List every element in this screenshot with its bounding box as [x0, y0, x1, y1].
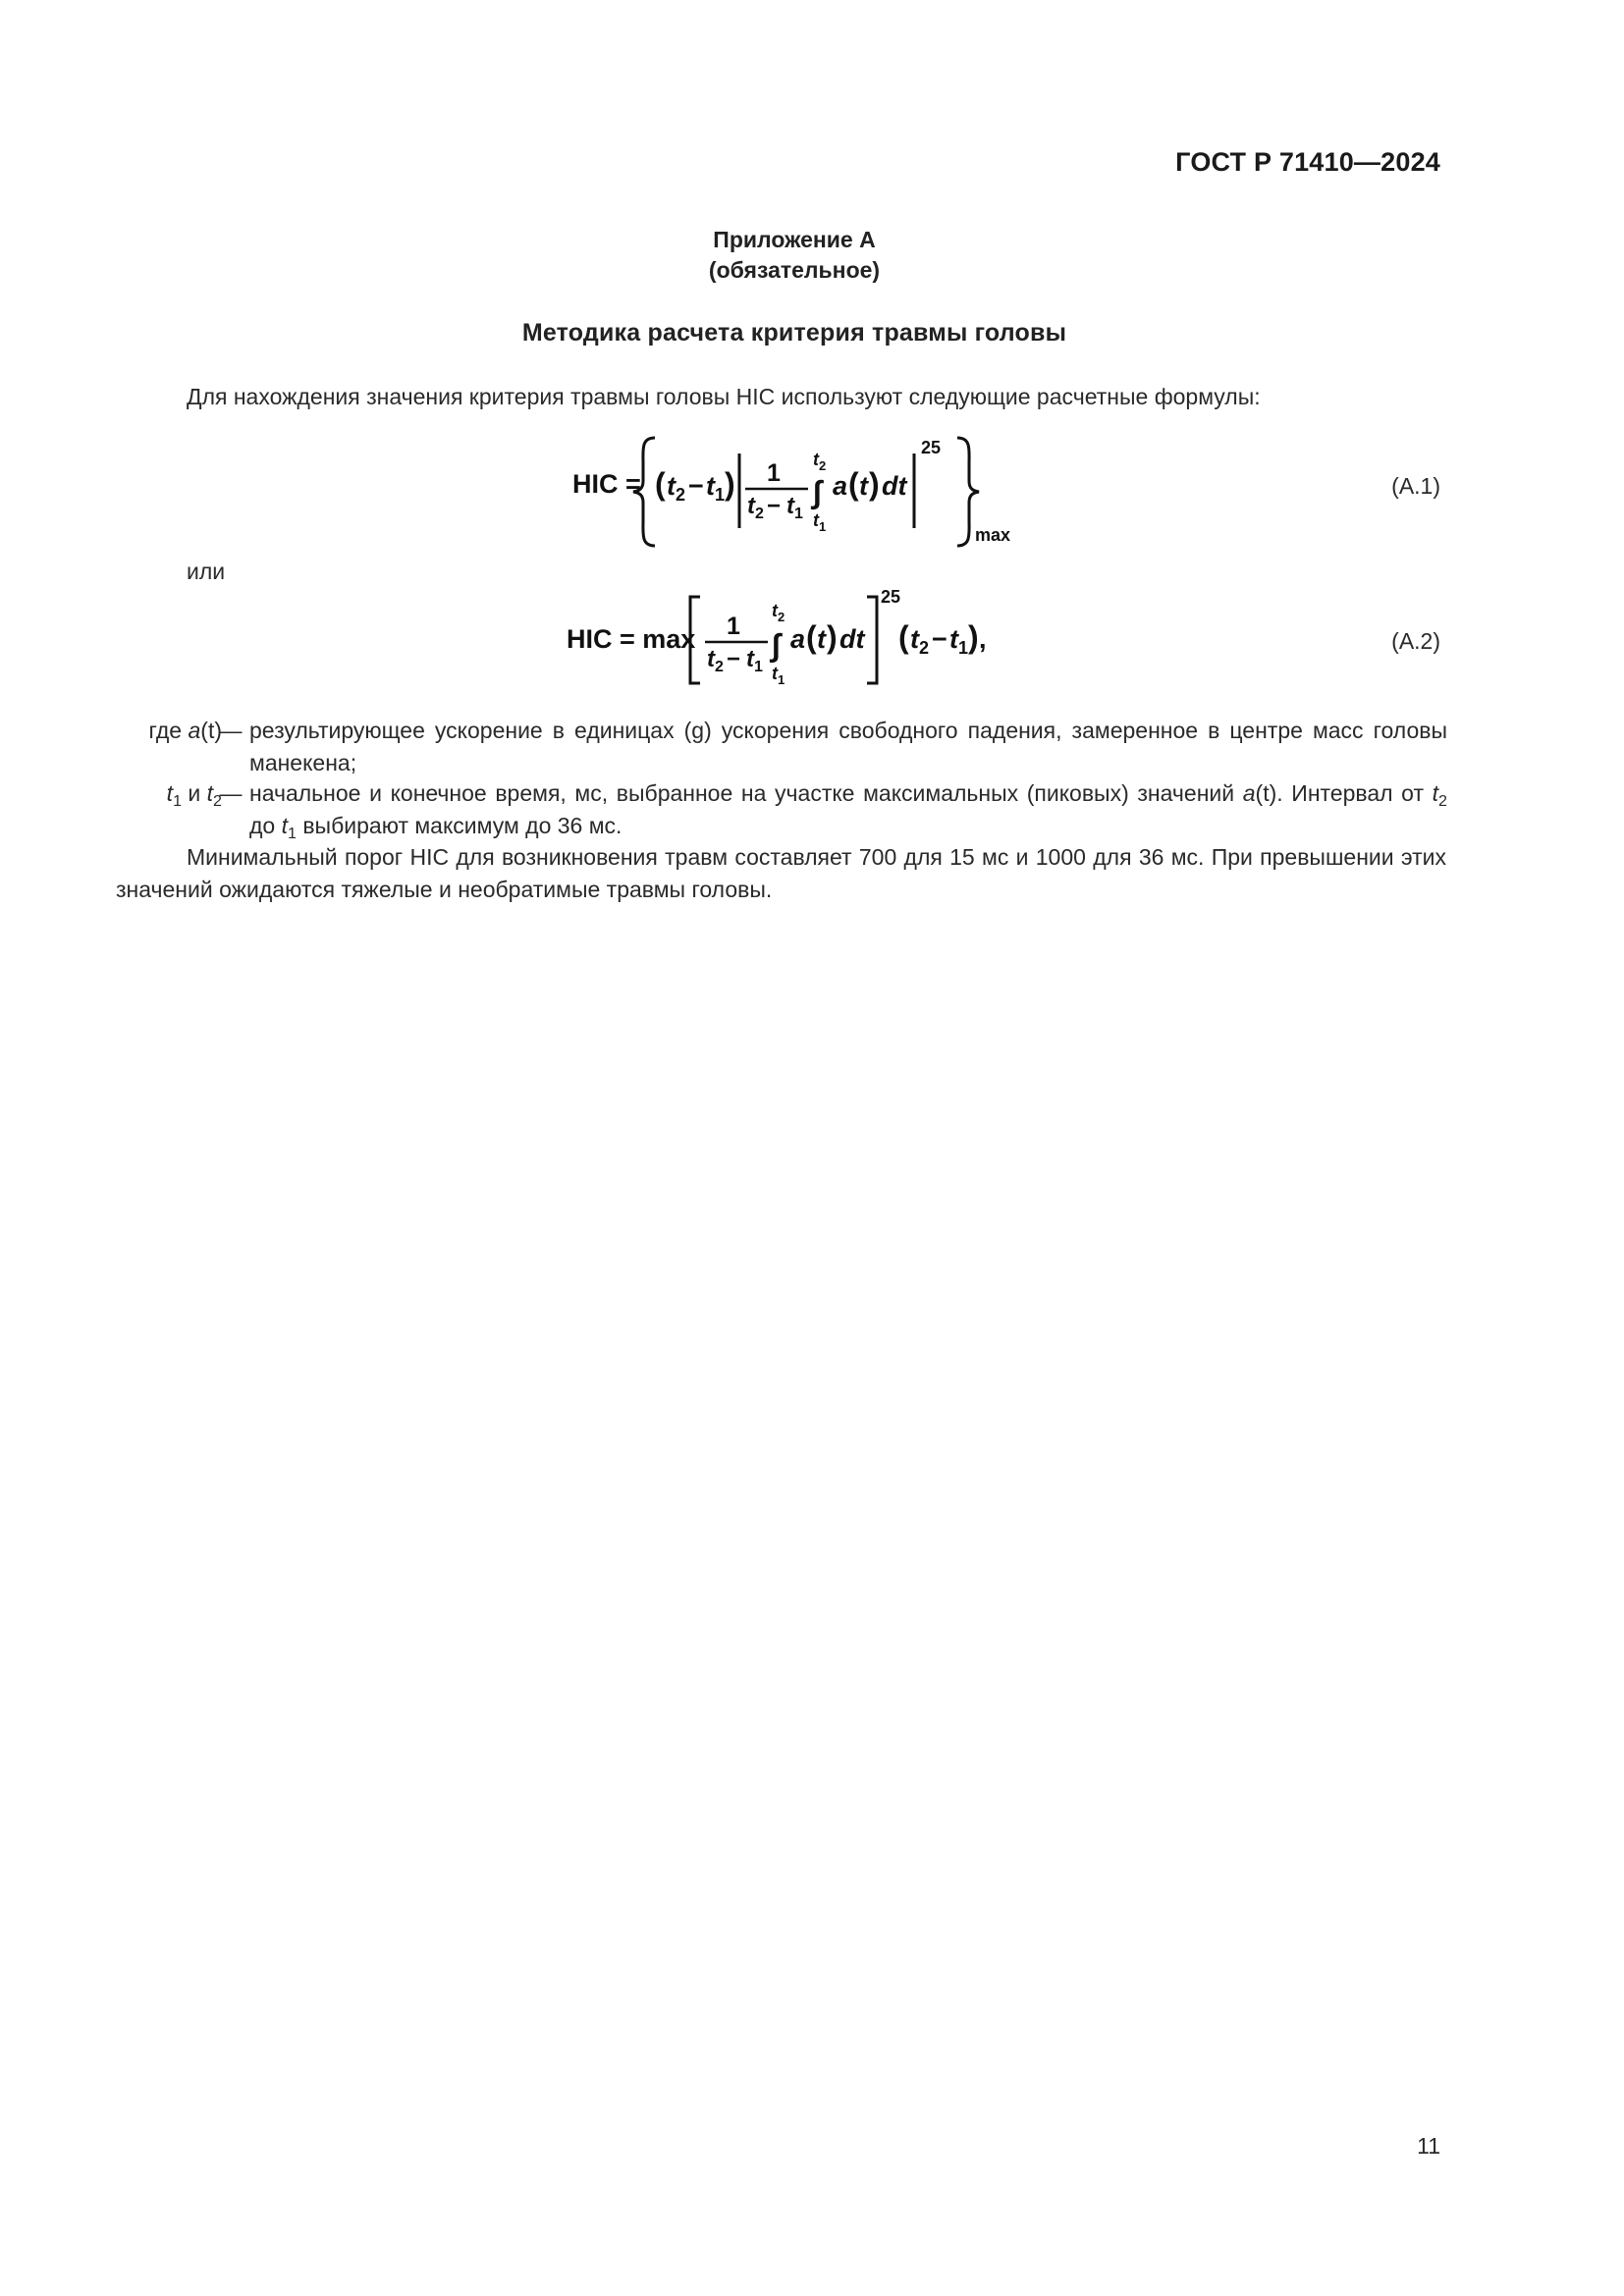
eq2-exponent: 25 — [881, 587, 901, 607]
eq2-den-t2: t — [707, 646, 715, 672]
eq2-numerator: 1 — [727, 613, 740, 640]
eq1-den-t2: t — [747, 493, 755, 519]
document-code: ГОСТ Р 71410—2024 — [1175, 147, 1440, 177]
eq1-minus: − — [688, 471, 704, 501]
eq2-upper-limit-sub: 2 — [778, 610, 785, 624]
eq2-t2: t — [910, 624, 919, 654]
definition-term-a: где a(t) — [148, 718, 222, 743]
eq1-at-open: ( — [848, 466, 859, 502]
eq1-integrand: a — [833, 471, 848, 501]
threshold-paragraph: Минимальный порог HIC для возникновения травм составляет 700 для 15 мс и 1000 для 36 мс. При превышении этих значений ожидаются тяжелые и необратимые травмы головы. — [116, 844, 1446, 902]
eq2-den-minus: − — [727, 646, 741, 672]
eq2-den-t2-sub: 2 — [715, 659, 724, 675]
eq2-lower-limit-sub: 1 — [778, 672, 785, 687]
eq1-den-t2-sub: 2 — [755, 506, 764, 522]
eq2-integral-sign: ∫ — [772, 627, 781, 663]
eq1-den-t1: t — [786, 493, 794, 519]
eq2-lower-limit: t — [772, 664, 778, 683]
eq1-integral-sign: ∫ — [813, 474, 822, 509]
eq1-t1-sub: 1 — [715, 485, 726, 505]
eq1-var: t — [859, 471, 868, 501]
equation-a1 — [565, 430, 1016, 553]
eq2-at-open: ( — [806, 619, 817, 655]
eq1-dt: dt — [882, 471, 907, 501]
eq2-t1-sub: 1 — [958, 638, 969, 658]
page-number: 11 — [1417, 2133, 1440, 2159]
eq2-minus: − — [932, 624, 947, 654]
eq2-right-bracket — [867, 597, 877, 683]
eq2-upper-limit: t — [772, 601, 778, 620]
intro-paragraph: Для нахождения значения критерия травмы головы HIC используют следующие расчетные формулы: — [187, 384, 1261, 409]
section-title: Методика расчета критерия травмы головы — [521, 319, 1067, 347]
eq1-t1: t — [706, 471, 715, 501]
equation-number-a2: (А.2) — [1391, 628, 1440, 654]
eq2-den-t1-sub: 1 — [754, 659, 763, 675]
definition-text-t1-t2: начальное и конечное время, мс, выбранное на участке максимальных (пиковых) значений a(t). Интервал от $t_2$ до $t_1$ выбирают максимум до 36 мс. — [249, 780, 1447, 842]
eq2-comma: , — [979, 624, 987, 654]
eq2-integrand: a — [790, 624, 806, 654]
eq1-lower-limit: t — [813, 510, 819, 530]
eq1-max-label: max — [975, 525, 1011, 545]
eq2-at-close: ) — [827, 619, 838, 655]
eq2-var: t — [817, 624, 826, 654]
eq2-paren-open: ( — [898, 619, 909, 655]
equation-number-a1: (А.1) — [1391, 473, 1440, 499]
or-text: или — [187, 559, 226, 584]
eq1-upper-limit-sub: 2 — [819, 458, 827, 473]
eq1-at-close: ) — [869, 466, 880, 502]
eq1-lhs: HIC = — [572, 469, 641, 499]
definition-term-t1-t2: $t_1$ и $t_2$ — [166, 780, 222, 810]
eq1-paren-open: ( — [655, 466, 666, 502]
eq2-lhs: HIC = max — [567, 624, 696, 654]
eq1-t2-sub: 2 — [676, 485, 686, 505]
definition-dash: — — [219, 718, 243, 743]
equation-a2 — [565, 587, 1016, 695]
eq2-t2-sub: 2 — [919, 638, 930, 658]
eq2-dt: dt — [839, 624, 865, 654]
eq2-t1: t — [949, 624, 958, 654]
appendix-title: Приложение А — [713, 227, 876, 252]
appendix-status: (обязательное) — [708, 257, 881, 283]
eq1-exponent: 25 — [921, 438, 942, 457]
definition-dash: — — [219, 780, 243, 806]
eq1-den-t1-sub: 1 — [794, 506, 803, 522]
eq1-paren-close: ) — [725, 466, 735, 502]
eq1-lower-limit-sub: 1 — [819, 519, 827, 534]
eq1-left-brace — [633, 438, 655, 546]
eq1-upper-limit: t — [813, 450, 819, 469]
definition-text-a: результирующее ускорение в единицах (g) ускорения свободного падения, замеренное в центре масс головы манекена; — [249, 718, 1447, 775]
eq1-den-minus: − — [767, 493, 782, 519]
eq2-paren-close: ) — [968, 619, 979, 655]
eq1-t2: t — [667, 471, 676, 501]
eq1-numerator: 1 — [767, 459, 781, 487]
eq2-den-t1: t — [746, 646, 754, 672]
